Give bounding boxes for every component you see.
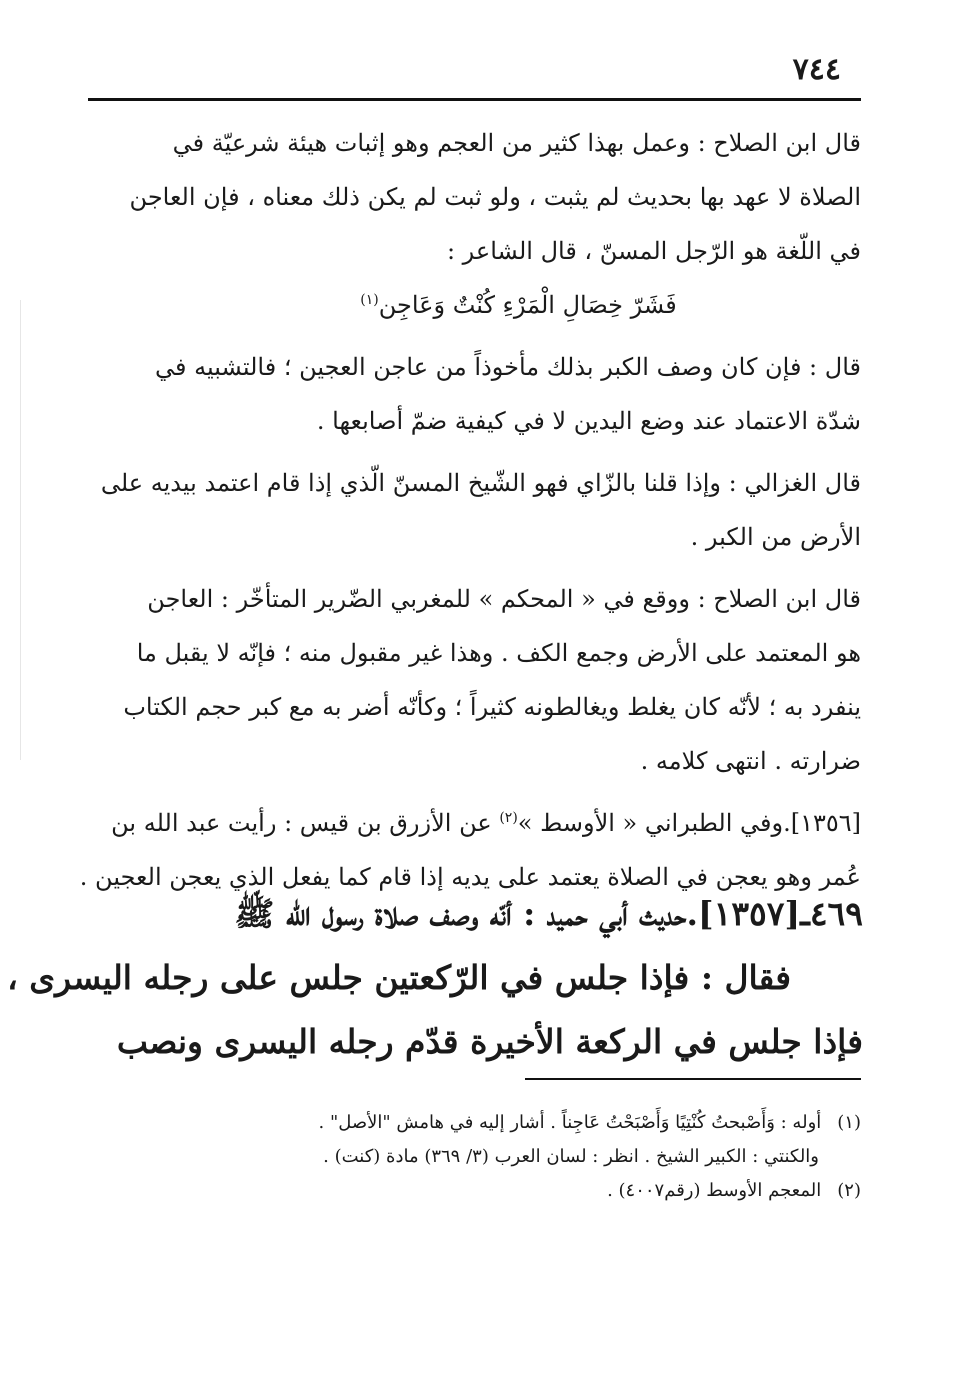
footnote-ref: (١) xyxy=(360,292,379,308)
text-line: قال الغزالي : وإذا قلنا بالزّاي فهو الشّيخ المسنّ الّذي إذا قام اعتمد بيديه على xyxy=(100,469,861,497)
hadith-line: فإذا جلس في الركعة الأخيرة قدّم رجله اليسرى ونصب xyxy=(116,1022,863,1061)
footnote-ref: (٢) xyxy=(499,810,518,826)
hadith-text xyxy=(7,882,863,1074)
text-line: الصلاة لا عهد بها بحديث لم يثبت ، ولو ثبت لم يكن ذلك معناه ، فإن العاجن xyxy=(129,183,861,211)
page-number: ٧٤٤ xyxy=(792,52,841,87)
text-line: شدّة الاعتماد عند وضع اليدين لا في كيفية ضمّ أصابعها . xyxy=(316,407,861,435)
text-line: ضرارته . انتهى كلامه . xyxy=(640,747,861,775)
footnote-rule xyxy=(525,1078,861,1080)
footnotes xyxy=(120,1106,861,1208)
text-line: هو المعتمد على الأرض وجمع الكف . وهذا غير مقبول منه ؛ فإنّه لا يقبل ما xyxy=(136,639,861,667)
text-line: في اللّغة هو الرّجل المسنّ ، قال الشاعر : xyxy=(446,237,861,265)
footnote-number: (٢) xyxy=(837,1180,861,1201)
hadith-line: ٤٦٩ـ[١٣٥٧].حديث أبي حميد : أنّه وصف صلاة رسول الله ﷺ xyxy=(234,894,863,933)
footnote-number: (١) xyxy=(837,1112,861,1133)
footnote xyxy=(120,1106,861,1140)
footnote xyxy=(120,1140,861,1174)
text-line: قال ابن الصلاح : وعمل بهذا كثير من العجم وهو إثبات هيئة شرعيّة في xyxy=(172,129,861,157)
text-fragment: [١٣٥٦].وفي الطبراني « الأوسط » xyxy=(517,809,861,837)
text-line: ينفرد به ؛ لأنّه كان يغلط ويغالطونه كثيراً ؛ وكأنّه أضر به مع كبر حجم الكتاب xyxy=(123,693,861,721)
text-line: قال ابن الصلاح : ووقع في « المحكم » للمغربي الضّرير المتأخّر : العاجن xyxy=(147,585,861,613)
footnote xyxy=(120,1174,861,1208)
poetry-verse xyxy=(96,278,861,332)
text-fragment: عن الأزرق بن قيس : رأيت عبد الله بن xyxy=(111,809,492,837)
text-line xyxy=(96,796,861,850)
footnote-text: المعجم الأوسط (رقم٤٠٠٧) . xyxy=(607,1180,822,1201)
footnote-text: والكنتي : الكبير الشيخ . انظر : لسان العرب (٣/ ٣٦٩) مادة (كنت) . xyxy=(323,1146,819,1167)
text-line: الأرض من الكبر . xyxy=(690,523,861,551)
footnote-text: أوله : وَأَصْبحتُ كُنْتِيًا وَأَصْبَحْتُ عَاجِناً . أشار إليه في هامش "الأصل" . xyxy=(318,1112,822,1133)
hadith-line: فقال : فإذا جلس في الرّكعتين جلس على رجله اليسرى ، xyxy=(7,958,791,997)
verse-text: فَشَرّ خِصَالِ الْمَرْءِ كُنْتٌ وَعَاجِن xyxy=(378,291,677,319)
header-rule xyxy=(88,98,861,101)
text-line: قال : فإن كان وصف الكبر بذلك مأخوذاً من عاجن العجين ؛ فالتشبيه في xyxy=(155,353,861,381)
text-line: عُمر وهو يعجن في الصلاة يعتمد على يديه إذا قام كما يفعل الذي يعجن العجين . xyxy=(79,863,861,891)
scan-edge-mark xyxy=(20,300,21,760)
commentary-text xyxy=(79,116,861,904)
